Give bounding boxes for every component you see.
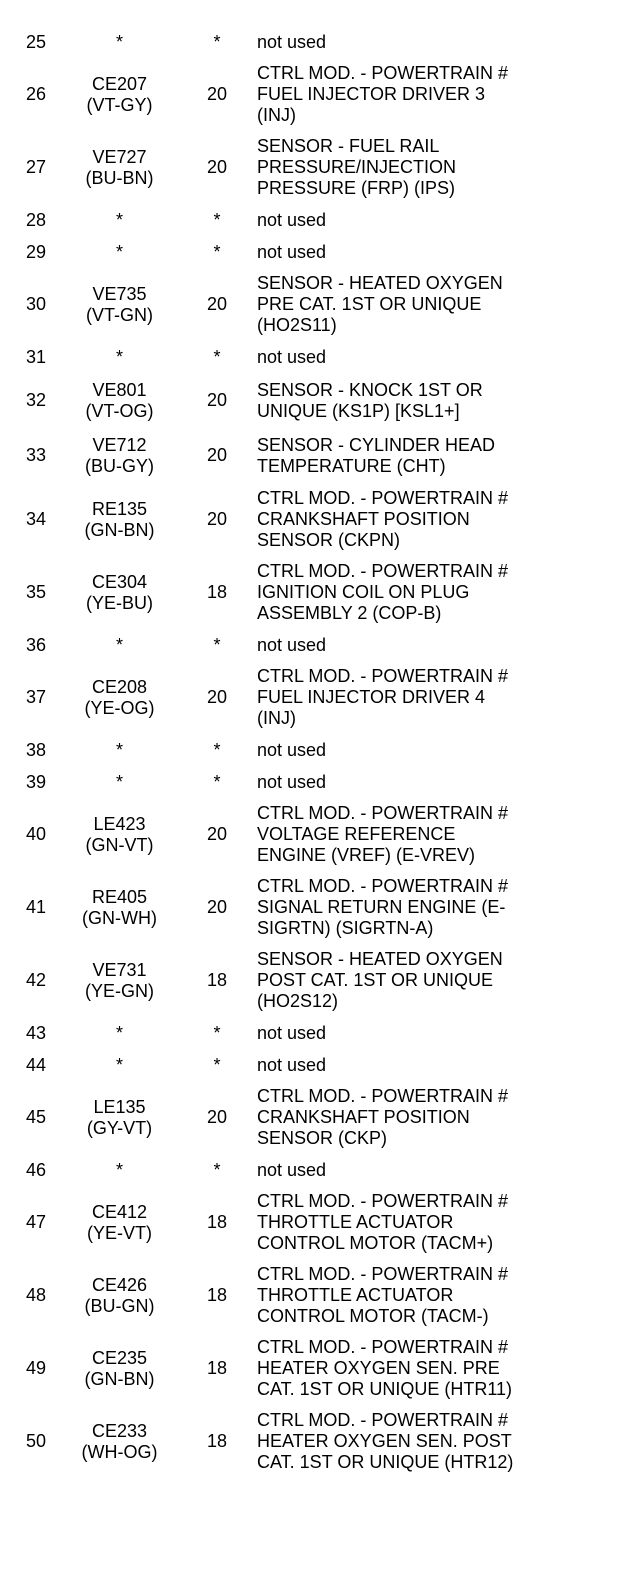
circuit-cell [62, 798, 177, 871]
circuit-cell [62, 204, 177, 236]
table-row [10, 428, 610, 483]
wire-gauge: * [213, 1159, 221, 1180]
circuit-cell [62, 131, 177, 204]
wire-gauge: 18 [206, 1431, 228, 1451]
table-row [10, 268, 610, 341]
table-row [10, 131, 610, 204]
circuit-cell [62, 1405, 177, 1478]
circuit-function [257, 629, 610, 661]
circuit-function [257, 1017, 610, 1049]
circuit-cell [62, 1049, 177, 1081]
pin-number: 50 [25, 1431, 47, 1451]
circuit-code: VE735 [92, 283, 147, 304]
function-line: SENSOR - HEATED OXYGEN [257, 273, 503, 293]
function-line: CTRL MOD. - POWERTRAIN # [257, 63, 509, 83]
wire-gauge: 18 [206, 1212, 228, 1232]
function-line: CTRL MOD. - POWERTRAIN # [257, 488, 509, 508]
pin-number: 33 [25, 445, 47, 465]
pin-number: 49 [25, 1358, 47, 1378]
function-line: VOLTAGE REFERENCE [257, 824, 456, 844]
circuit-code: CE426 [91, 1274, 148, 1295]
circuit-function [257, 871, 610, 944]
table-row [10, 661, 610, 734]
wire-gauge: 18 [206, 582, 228, 602]
pin-number: 28 [25, 209, 47, 230]
circuit-cell [62, 428, 177, 483]
function-line: not used [257, 634, 327, 655]
function-line: PRESSURE (FRP) (IPS) [257, 178, 456, 198]
table-row [10, 1017, 610, 1049]
wire-color: (YE-GN) [85, 980, 154, 1001]
circuit-function [257, 766, 610, 798]
circuit-code: CE412 [91, 1201, 148, 1222]
circuit-code: CE208 [91, 676, 148, 697]
circuit-code: LE423 [93, 813, 146, 834]
wire-gauge: * [213, 346, 221, 367]
circuit-cell [62, 1017, 177, 1049]
circuit-cell [62, 1081, 177, 1154]
function-line: CONTROL MOTOR (TACM+) [257, 1233, 494, 1253]
circuit-cell [62, 1154, 177, 1186]
pin-number: 41 [25, 897, 47, 917]
circuit-code: * [115, 771, 123, 792]
wire-gauge: 20 [206, 84, 228, 104]
function-line: SENSOR - FUEL RAIL [257, 136, 440, 156]
pin-number: 38 [25, 739, 47, 760]
pin-rows [10, 26, 610, 1478]
circuit-code: * [115, 346, 123, 367]
circuit-cell [62, 58, 177, 131]
circuit-code: CE304 [91, 571, 148, 592]
wire-gauge: 20 [206, 157, 228, 177]
function-line: CTRL MOD. - POWERTRAIN # [257, 876, 509, 896]
function-line: SENSOR - CYLINDER HEAD [257, 434, 496, 455]
wire-gauge: * [213, 739, 221, 760]
table-row [10, 341, 610, 373]
wire-gauge: * [213, 241, 221, 262]
function-line: (INJ) [257, 105, 296, 125]
circuit-function [257, 1259, 610, 1332]
table-row [10, 373, 610, 428]
function-line: PRE CAT. 1ST OR UNIQUE [257, 294, 482, 314]
circuit-function [257, 26, 610, 58]
table-row [10, 58, 610, 131]
function-line: (INJ) [257, 708, 296, 728]
function-line: CTRL MOD. - POWERTRAIN # [257, 803, 509, 823]
function-line: FUEL INJECTOR DRIVER 4 [257, 687, 486, 707]
circuit-function [257, 373, 610, 428]
wire-color: (GN-VT) [85, 834, 154, 855]
function-line: not used [257, 1054, 327, 1075]
circuit-function [257, 1405, 610, 1478]
pin-number: 44 [25, 1054, 47, 1075]
circuit-cell [62, 483, 177, 556]
circuit-cell [62, 1186, 177, 1259]
function-line: not used [257, 1022, 327, 1043]
circuit-function [257, 58, 610, 131]
table-row [10, 944, 610, 1017]
pin-number: 26 [25, 84, 47, 104]
function-line: not used [257, 241, 327, 262]
function-line: not used [257, 31, 327, 52]
wire-gauge: 20 [206, 824, 228, 844]
circuit-code: LE135 [93, 1096, 146, 1117]
wire-gauge: 18 [206, 970, 228, 990]
function-line: CTRL MOD. - POWERTRAIN # [257, 1410, 509, 1430]
wire-gauge: * [213, 1054, 221, 1075]
wire-color: (WH-OG) [81, 1441, 158, 1462]
pin-number: 37 [25, 687, 47, 707]
circuit-function [257, 204, 610, 236]
function-line: POST CAT. 1ST OR UNIQUE [257, 970, 494, 990]
wire-gauge: * [213, 31, 221, 52]
circuit-function [257, 236, 610, 268]
table-row [10, 556, 610, 629]
wire-color: (BU-GY) [85, 455, 154, 476]
wire-color: (VT-OG) [85, 400, 154, 421]
table-row [10, 734, 610, 766]
circuit-code: * [115, 1054, 123, 1075]
wire-gauge: 20 [206, 897, 228, 917]
table-row [10, 629, 610, 661]
wire-gauge: * [213, 771, 221, 792]
wire-gauge: 18 [206, 1358, 228, 1378]
circuit-code: RE405 [91, 886, 148, 907]
pin-number: 27 [25, 157, 47, 177]
circuit-code: RE135 [91, 498, 148, 519]
circuit-function [257, 341, 610, 373]
function-line: ENGINE (VREF) (E-VREV) [257, 845, 476, 865]
function-line: CTRL MOD. - POWERTRAIN # [257, 561, 509, 581]
function-line: THROTTLE ACTUATOR [257, 1285, 454, 1305]
function-line: HEATER OXYGEN SEN. POST [257, 1431, 512, 1451]
circuit-cell [62, 236, 177, 268]
circuit-cell [62, 734, 177, 766]
wire-color: (GY-VT) [86, 1117, 153, 1138]
function-line: not used [257, 771, 327, 792]
table-row [10, 236, 610, 268]
circuit-function [257, 1186, 610, 1259]
function-line: PRESSURE/INJECTION [257, 157, 457, 177]
function-line: CTRL MOD. - POWERTRAIN # [257, 666, 509, 686]
table-row [10, 798, 610, 871]
pin-number: 46 [25, 1159, 47, 1180]
circuit-code: CE233 [91, 1420, 148, 1441]
function-line: CTRL MOD. - POWERTRAIN # [257, 1337, 509, 1357]
table-row [10, 204, 610, 236]
table-row [10, 483, 610, 556]
pin-number: 42 [25, 970, 47, 990]
wire-color: (VT-GN) [86, 304, 153, 325]
function-line: IGNITION COIL ON PLUG [257, 582, 470, 602]
circuit-code: CE207 [91, 73, 148, 94]
circuit-cell [62, 766, 177, 798]
function-line: TEMPERATURE (CHT) [257, 455, 446, 476]
table-row [10, 1081, 610, 1154]
function-line: FUEL INJECTOR DRIVER 3 [257, 84, 486, 104]
pin-table [10, 26, 610, 1478]
circuit-function [257, 268, 610, 341]
wire-gauge: 20 [206, 687, 228, 707]
pin-number: 48 [25, 1285, 47, 1305]
wire-gauge: * [213, 634, 221, 655]
circuit-cell [62, 1332, 177, 1405]
circuit-function [257, 1049, 610, 1081]
circuit-cell [62, 661, 177, 734]
table-row [10, 1259, 610, 1332]
wire-color: (VT-GY) [86, 94, 153, 115]
table-row [10, 1332, 610, 1405]
circuit-code: * [115, 634, 123, 655]
wire-gauge: 20 [206, 390, 228, 410]
function-line: (HO2S12) [257, 991, 339, 1011]
circuit-code: * [115, 1159, 123, 1180]
circuit-function [257, 556, 610, 629]
circuit-function [257, 1332, 610, 1405]
pin-number: 47 [25, 1212, 47, 1232]
circuit-code: VE801 [92, 379, 147, 400]
circuit-function [257, 734, 610, 766]
wire-gauge: * [213, 209, 221, 230]
function-line: HEATER OXYGEN SEN. PRE [257, 1358, 500, 1378]
function-line: not used [257, 346, 327, 367]
function-line: CONTROL MOTOR (TACM-) [257, 1306, 489, 1326]
function-line: SENSOR (CKPN) [257, 530, 401, 550]
circuit-cell [62, 1259, 177, 1332]
circuit-code: VE727 [92, 146, 147, 167]
function-line: CRANKSHAFT POSITION [257, 509, 470, 529]
circuit-function [257, 1154, 610, 1186]
table-row [10, 1049, 610, 1081]
circuit-function [257, 944, 610, 1017]
circuit-cell [62, 373, 177, 428]
function-line: SENSOR - KNOCK 1ST OR [257, 379, 483, 400]
function-line: SIGNAL RETURN ENGINE (E- [257, 897, 506, 917]
pin-number: 40 [25, 824, 47, 844]
pin-number: 39 [25, 771, 47, 792]
pin-number: 45 [25, 1107, 47, 1127]
function-line: UNIQUE (KS1P) [KSL1+] [257, 400, 460, 421]
circuit-cell [62, 268, 177, 341]
function-line: CAT. 1ST OR UNIQUE (HTR11) [257, 1379, 513, 1399]
wire-color: (GN-BN) [84, 519, 155, 540]
pin-number: 30 [25, 294, 47, 314]
table-row [10, 766, 610, 798]
function-line: CTRL MOD. - POWERTRAIN # [257, 1191, 509, 1211]
function-line: SENSOR - HEATED OXYGEN [257, 949, 503, 969]
function-line: ASSEMBLY 2 (COP-B) [257, 603, 442, 623]
circuit-cell [62, 871, 177, 944]
function-line: (HO2S11) [257, 315, 337, 335]
circuit-function [257, 1081, 610, 1154]
function-line: THROTTLE ACTUATOR [257, 1212, 454, 1232]
pin-number: 31 [25, 346, 47, 367]
function-line: CTRL MOD. - POWERTRAIN # [257, 1086, 509, 1106]
circuit-function [257, 483, 610, 556]
wire-color: (BU-GN) [84, 1295, 155, 1316]
circuit-code: CE235 [91, 1347, 148, 1368]
circuit-cell [62, 629, 177, 661]
circuit-code: * [115, 1022, 123, 1043]
function-line: CAT. 1ST OR UNIQUE (HTR12) [257, 1452, 514, 1472]
pin-number: 43 [25, 1022, 47, 1043]
wire-gauge: 20 [206, 509, 228, 529]
function-line: SIGRTN) (SIGRTN-A) [257, 918, 434, 938]
table-row [10, 1154, 610, 1186]
function-line: not used [257, 209, 327, 230]
circuit-code: * [115, 241, 123, 262]
table-row [10, 26, 610, 58]
table-row [10, 1186, 610, 1259]
wire-gauge: 20 [206, 1107, 228, 1127]
table-row [10, 871, 610, 944]
function-line: CTRL MOD. - POWERTRAIN # [257, 1264, 509, 1284]
function-line: SENSOR (CKP) [257, 1128, 388, 1148]
wire-gauge: 18 [206, 1285, 228, 1305]
circuit-function [257, 661, 610, 734]
wire-gauge: 20 [206, 294, 228, 314]
wire-color: (YE-OG) [84, 697, 155, 718]
pin-number: 35 [25, 582, 47, 602]
function-line: not used [257, 739, 327, 760]
wire-gauge: * [213, 1022, 221, 1043]
function-line: not used [257, 1159, 327, 1180]
pin-number: 32 [25, 390, 47, 410]
circuit-function [257, 131, 610, 204]
circuit-cell [62, 556, 177, 629]
circuit-cell [62, 944, 177, 1017]
circuit-code: VE712 [92, 434, 147, 455]
pin-number: 29 [25, 241, 47, 262]
wire-color: (GN-BN) [84, 1368, 155, 1389]
pin-number: 36 [25, 634, 47, 655]
circuit-code: * [115, 31, 123, 52]
table-row [10, 1405, 610, 1478]
circuit-code: * [115, 209, 123, 230]
circuit-function [257, 428, 610, 483]
pin-number: 34 [25, 509, 47, 529]
circuit-cell [62, 26, 177, 58]
wire-color: (YE-VT) [87, 1222, 152, 1243]
wire-color: (YE-BU) [86, 592, 153, 613]
circuit-function [257, 798, 610, 871]
circuit-cell [62, 341, 177, 373]
wire-color: (GN-WH) [82, 907, 157, 928]
pin-number: 25 [25, 31, 47, 52]
function-line: CRANKSHAFT POSITION [257, 1107, 470, 1127]
circuit-code: VE731 [92, 959, 147, 980]
circuit-code: * [115, 739, 123, 760]
wire-color: (BU-BN) [85, 167, 154, 188]
wire-gauge: 20 [206, 445, 228, 465]
